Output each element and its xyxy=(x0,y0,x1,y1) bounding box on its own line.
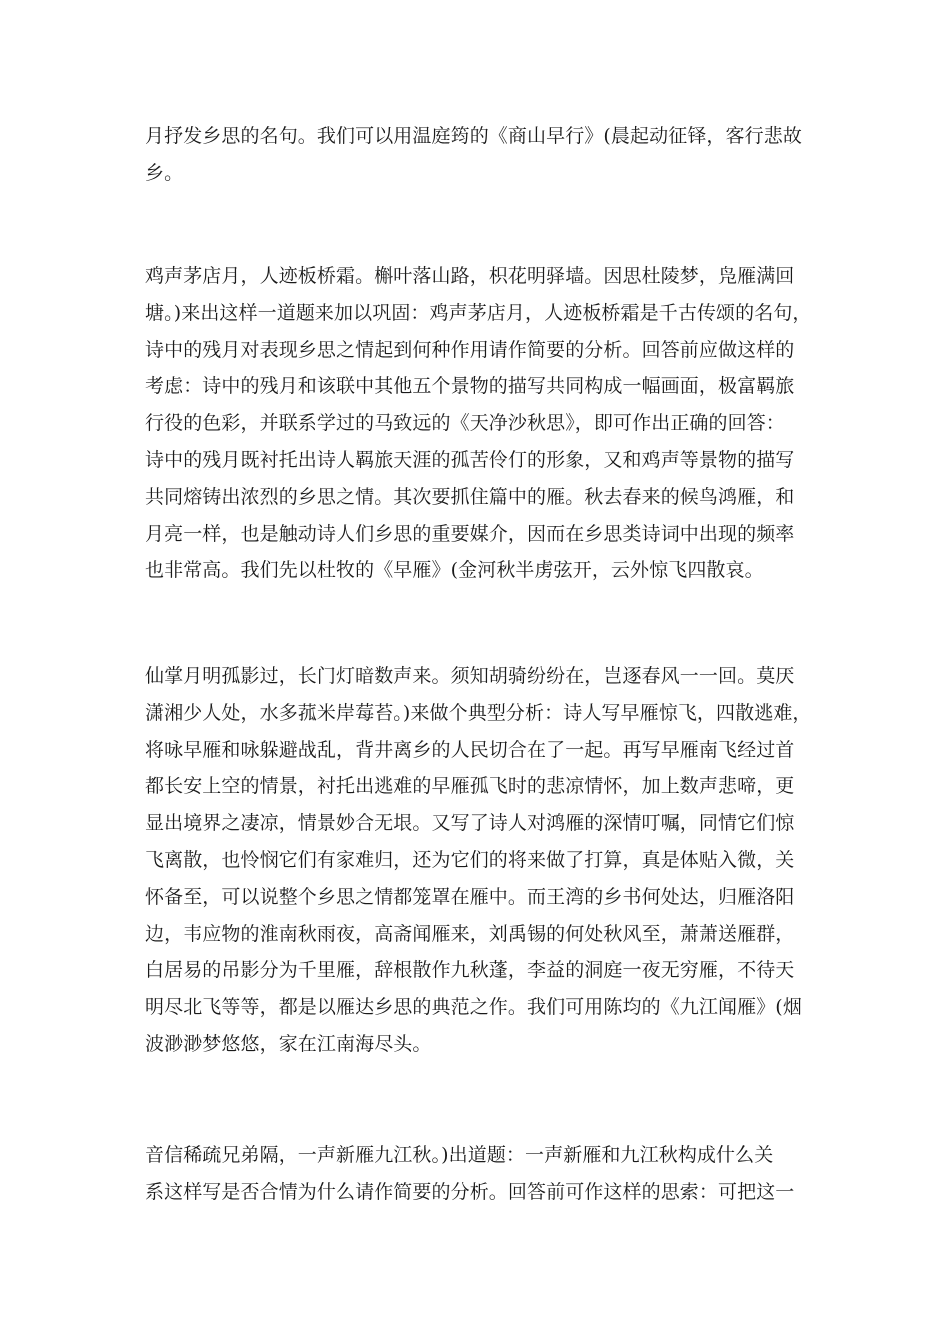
text-line: 飞离散，也怜悯它们有家难归，还为它们的将来做了打算，真是体贴入微，关 xyxy=(145,848,795,871)
text-line: 塘。)来出这样一道题来加以巩固：鸡声茅店月，人迹板桥霜是千古传颂的名句， xyxy=(145,301,812,324)
text-line: 边，韦应物的淮南秋雨夜，高斋闻雁来，刘禹锡的何处秋风至，萧萧送雁群， xyxy=(145,922,795,945)
paragraph-4 xyxy=(145,1137,815,1211)
paragraph-1 xyxy=(145,118,815,192)
text-line: 显出境界之凄凉，情景妙合无垠。又写了诗人对鸿雁的深情叮嘱，同情它们惊 xyxy=(145,812,795,835)
text-line: 仙掌月明孤影过，长门灯暗数声来。须知胡骑纷纷在，岂逐春风一一回。莫厌 xyxy=(145,665,795,687)
text-line: 共同熔铸出浓烈的乡思之情。其次要抓住篇中的雁。秋去春来的候鸟鸿雁，和 xyxy=(145,485,795,508)
text-line: 都长安上空的情景，衬托出逃难的早雁孤飞时的悲凉情怀，加上数声悲啼，更 xyxy=(145,775,795,798)
text-line: 也非常高。我们先以杜牧的《早雁》(金河秋半虏弦开，云外惊飞四散哀。 xyxy=(145,559,764,582)
text-line: 白居易的吊影分为千里雁，辞根散作九秋蓬，李益的洞庭一夜无穷雁，不待天 xyxy=(145,959,795,982)
text-line: 月抒发乡思的名句。我们可以用温庭筠的《商山早行》(晨起动征铎，客行悲故 xyxy=(145,125,802,147)
text-line: 怀备至，可以说整个乡思之情都笼罩在雁中。而王湾的乡书何处达，归雁洛阳 xyxy=(145,885,795,908)
paragraph-2 xyxy=(145,258,815,589)
text-line: 诗中的残月既衬托出诗人羁旅天涯的孤苦伶仃的形象，又和鸡声等景物的描写 xyxy=(145,448,795,471)
text-line: 音信稀疏兄弟隔，一声新雁九江秋。)出道题：一声新雁和九江秋构成什么关 xyxy=(145,1144,774,1166)
text-line: 明尽北飞等等，都是以雁达乡思的典范之作。我们可用陈均的《九江闻雁》(烟 xyxy=(145,996,802,1019)
text-line: 潇湘少人处，水多菰米岸莓苔。)来做个典型分析：诗人写早雁惊飞，四散逃难， xyxy=(145,701,812,724)
paragraph-3 xyxy=(145,658,815,1063)
text-line: 系这样写是否合情为什么请作简要的分析。回答前可作这样的思索：可把这一 xyxy=(145,1180,795,1203)
text-line: 考虑：诗中的残月和该联中其他五个景物的描写共同构成一幅画面，极富羁旅 xyxy=(145,375,795,398)
text-line: 将咏早雁和咏躲避战乱，背井离乡的人民切合在了一起。再写早雁南飞经过首 xyxy=(145,738,795,761)
text-line: 乡。 xyxy=(145,161,184,184)
text-line: 鸡声茅店月，人迹板桥霜。槲叶落山路，枳花明驿墙。因思杜陵梦，凫雁满回 xyxy=(145,265,795,287)
text-line: 波渺渺梦悠悠，家在江南海尽头。 xyxy=(145,1032,432,1055)
text-line: 诗中的残月对表现乡思之情起到何种作用请作简要的分析。回答前应做这样的 xyxy=(145,338,795,361)
text-line: 行役的色彩，并联系学过的马致远的《天净沙秋思》，即可作出正确的回答： xyxy=(145,412,785,435)
text-line: 月亮一样，也是触动诗人们乡思的重要媒介，因而在乡思类诗词中出现的频率 xyxy=(145,522,795,545)
